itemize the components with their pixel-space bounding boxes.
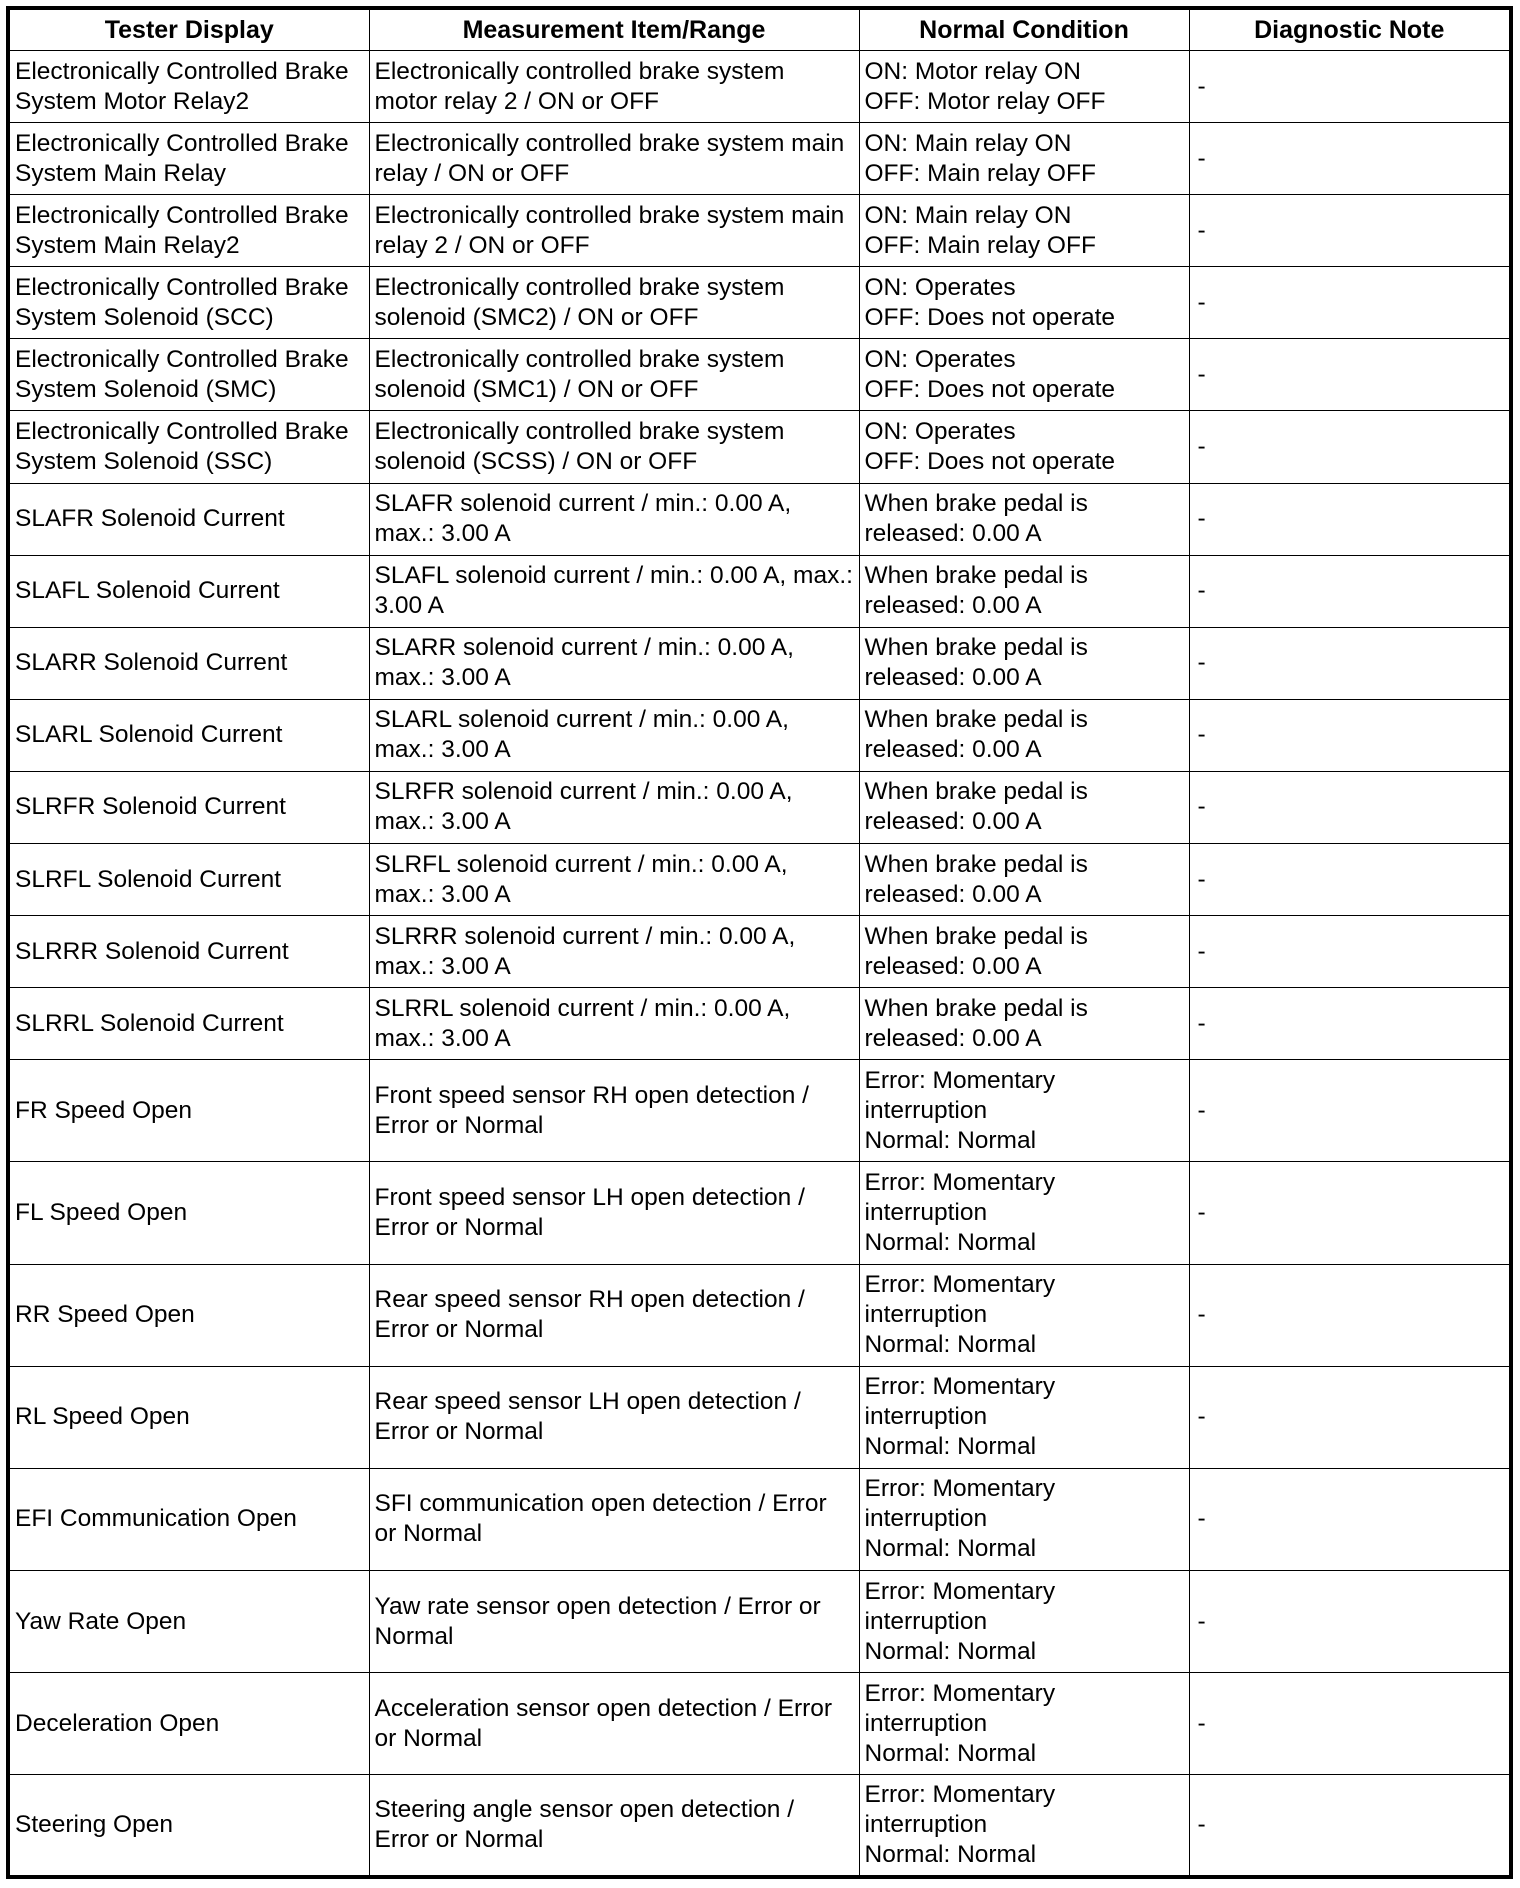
- normal-condition-cell: [859, 1366, 1189, 1468]
- normal-condition-line: Error: Momentary interruption: [864, 1577, 1056, 1635]
- measurement-cell: SLRFL solenoid current / min.: 0.00 A, max.: 3.00 A: [369, 844, 859, 916]
- table-row: [8, 988, 1511, 1060]
- diagnostic-note-cell: -: [1189, 1264, 1511, 1366]
- display-cell: RL Speed Open: [8, 1366, 369, 1468]
- normal-condition-line: When brake pedal is released: 0.00 A: [864, 490, 1088, 548]
- normal-condition-line: Error: Momentary interruption: [864, 1475, 1056, 1533]
- table-row: [8, 699, 1511, 771]
- normal-condition-cell: [859, 51, 1189, 123]
- normal-condition-line: Normal: Normal: [864, 1331, 1037, 1359]
- table-row: [8, 483, 1511, 555]
- display-cell: Electronically Controlled Brake System Solenoid (SCC): [8, 267, 369, 339]
- display-cell: Yaw Rate Open: [8, 1570, 369, 1672]
- table-row: [8, 411, 1511, 483]
- display-cell: SLAFR Solenoid Current: [8, 483, 369, 555]
- table-row: [8, 916, 1511, 988]
- display-cell: Electronically Controlled Brake System Solenoid (SSC): [8, 411, 369, 483]
- table-row: [8, 627, 1511, 699]
- normal-condition-cell: [859, 916, 1189, 988]
- measurement-cell: Electronically controlled brake system main relay / ON or OFF: [369, 123, 859, 195]
- diagnostic-note-cell: -: [1189, 771, 1511, 843]
- measurement-cell: Electronically controlled brake system motor relay 2 / ON or OFF: [369, 51, 859, 123]
- normal-condition-cell: [859, 699, 1189, 771]
- table-row: [8, 123, 1511, 195]
- normal-condition-cell: [859, 1775, 1189, 1877]
- display-cell: EFI Communication Open: [8, 1468, 369, 1570]
- normal-condition-cell: [859, 1468, 1189, 1570]
- normal-condition-line: OFF: Main relay OFF: [864, 159, 1096, 187]
- measurement-cell: SLRRL solenoid current / min.: 0.00 A, max.: 3.00 A: [369, 988, 859, 1060]
- normal-condition-line: OFF: Does not operate: [864, 448, 1116, 476]
- diagnostic-note-cell: -: [1189, 267, 1511, 339]
- normal-condition-cell: [859, 267, 1189, 339]
- diagnostic-note-cell: -: [1189, 339, 1511, 411]
- normal-condition-line: Normal: Normal: [864, 1739, 1037, 1767]
- normal-condition-line: When brake pedal is released: 0.00 A: [864, 850, 1088, 908]
- diagnostic-note-cell: -: [1189, 699, 1511, 771]
- column-header-tester-display: Tester Display: [8, 8, 369, 51]
- measurement-cell: Yaw rate sensor open detection / Error or Normal: [369, 1570, 859, 1672]
- header-row: [8, 8, 1511, 51]
- normal-condition-line: Error: Momentary interruption: [864, 1271, 1056, 1329]
- table-row: [8, 195, 1511, 267]
- diagnostic-note-cell: -: [1189, 1060, 1511, 1162]
- table-row: [8, 267, 1511, 339]
- table-row: [8, 1468, 1511, 1570]
- display-cell: Deceleration Open: [8, 1673, 369, 1775]
- display-cell: SLAFL Solenoid Current: [8, 555, 369, 627]
- measurement-cell: Front speed sensor RH open detection / Error or Normal: [369, 1060, 859, 1162]
- normal-condition-cell: [859, 195, 1189, 267]
- normal-condition-line: ON: Operates: [864, 345, 1016, 373]
- diagnostic-note-cell: -: [1189, 1366, 1511, 1468]
- normal-condition-line: OFF: Motor relay OFF: [864, 87, 1106, 115]
- normal-condition-line: Normal: Normal: [864, 1637, 1037, 1665]
- data-list-table: [6, 6, 1513, 1879]
- display-cell: Electronically Controlled Brake System Motor Relay2: [8, 51, 369, 123]
- normal-condition-line: Error: Momentary interruption: [864, 1781, 1056, 1839]
- table-row: [8, 1366, 1511, 1468]
- column-header-diagnostic-note: Diagnostic Note: [1189, 8, 1511, 51]
- measurement-cell: Acceleration sensor open detection / Error or Normal: [369, 1673, 859, 1775]
- diagnostic-note-cell: -: [1189, 51, 1511, 123]
- normal-condition-line: When brake pedal is released: 0.00 A: [864, 562, 1088, 620]
- normal-condition-line: Normal: Normal: [864, 1433, 1037, 1461]
- measurement-cell: SLRFR solenoid current / min.: 0.00 A, max.: 3.00 A: [369, 771, 859, 843]
- diagnostic-note-cell: -: [1189, 483, 1511, 555]
- diagnostic-note-cell: -: [1189, 555, 1511, 627]
- normal-condition-cell: [859, 483, 1189, 555]
- diagnostic-note-cell: -: [1189, 1162, 1511, 1264]
- table-row: [8, 1162, 1511, 1264]
- measurement-cell: Electronically controlled brake system solenoid (SMC1) / ON or OFF: [369, 339, 859, 411]
- normal-condition-line: Normal: Normal: [864, 1535, 1037, 1563]
- normal-condition-cell: [859, 1162, 1189, 1264]
- table-row: [8, 339, 1511, 411]
- display-cell: SLRFL Solenoid Current: [8, 844, 369, 916]
- table-row: [8, 555, 1511, 627]
- measurement-cell: Rear speed sensor RH open detection / Error or Normal: [369, 1264, 859, 1366]
- normal-condition-cell: [859, 123, 1189, 195]
- normal-condition-line: Error: Momentary interruption: [864, 1169, 1056, 1226]
- display-cell: FL Speed Open: [8, 1162, 369, 1264]
- display-cell: RR Speed Open: [8, 1264, 369, 1366]
- measurement-cell: Electronically controlled brake system main relay 2 / ON or OFF: [369, 195, 859, 267]
- normal-condition-cell: [859, 844, 1189, 916]
- normal-condition-cell: [859, 1264, 1189, 1366]
- diagnostic-note-cell: -: [1189, 195, 1511, 267]
- measurement-cell: SLARL solenoid current / min.: 0.00 A, max.: 3.00 A: [369, 699, 859, 771]
- normal-condition-line: When brake pedal is released: 0.00 A: [864, 634, 1088, 692]
- normal-condition-cell: [859, 988, 1189, 1060]
- display-cell: SLARR Solenoid Current: [8, 627, 369, 699]
- normal-condition-line: When brake pedal is released: 0.00 A: [864, 994, 1088, 1052]
- measurement-cell: SLAFR solenoid current / min.: 0.00 A, max.: 3.00 A: [369, 483, 859, 555]
- normal-condition-cell: [859, 555, 1189, 627]
- display-cell: SLRRL Solenoid Current: [8, 988, 369, 1060]
- display-cell: Steering Open: [8, 1775, 369, 1877]
- normal-condition-line: Normal: Normal: [864, 1229, 1037, 1256]
- normal-condition-line: Normal: Normal: [864, 1126, 1037, 1154]
- normal-condition-cell: [859, 1060, 1189, 1162]
- column-header-normal-condition: Normal Condition: [859, 8, 1189, 51]
- diagnostic-note-cell: -: [1189, 1570, 1511, 1672]
- normal-condition-line: When brake pedal is released: 0.00 A: [864, 706, 1088, 764]
- normal-condition-cell: [859, 771, 1189, 843]
- measurement-cell: Rear speed sensor LH open detection / Error or Normal: [369, 1366, 859, 1468]
- normal-condition-cell: [859, 339, 1189, 411]
- diagnostic-note-cell: -: [1189, 916, 1511, 988]
- measurement-cell: SFI communication open detection / Error or Normal: [369, 1468, 859, 1570]
- display-cell: Electronically Controlled Brake System Main Relay2: [8, 195, 369, 267]
- normal-condition-cell: [859, 1673, 1189, 1775]
- display-cell: SLARL Solenoid Current: [8, 699, 369, 771]
- display-cell: SLRFR Solenoid Current: [8, 771, 369, 843]
- normal-condition-line: OFF: Does not operate: [864, 375, 1116, 403]
- column-header-measurement: Measurement Item/Range: [369, 8, 859, 51]
- normal-condition-line: When brake pedal is released: 0.00 A: [864, 922, 1088, 980]
- measurement-cell: SLARR solenoid current / min.: 0.00 A, max.: 3.00 A: [369, 627, 859, 699]
- diagnostic-note-cell: -: [1189, 1673, 1511, 1775]
- measurement-cell: Electronically controlled brake system solenoid (SMC2) / ON or OFF: [369, 267, 859, 339]
- measurement-cell: Front speed sensor LH open detection / Error or Normal: [369, 1162, 859, 1264]
- normal-condition-line: Error: Momentary interruption: [864, 1679, 1056, 1737]
- normal-condition-line: Error: Momentary interruption: [864, 1373, 1056, 1431]
- normal-condition-cell: [859, 411, 1189, 483]
- normal-condition-line: Error: Momentary interruption: [864, 1066, 1056, 1124]
- measurement-cell: SLAFL solenoid current / min.: 0.00 A, max.: 3.00 A: [369, 555, 859, 627]
- normal-condition-line: ON: Motor relay ON: [864, 57, 1081, 85]
- measurement-cell: SLRRR solenoid current / min.: 0.00 A, max.: 3.00 A: [369, 916, 859, 988]
- measurement-cell: Electronically controlled brake system solenoid (SCSS) / ON or OFF: [369, 411, 859, 483]
- normal-condition-line: OFF: Does not operate: [864, 303, 1116, 331]
- table-row: [8, 1673, 1511, 1775]
- normal-condition-line: ON: Main relay ON: [864, 129, 1072, 157]
- normal-condition-line: OFF: Main relay OFF: [864, 231, 1096, 259]
- table-row: [8, 1060, 1511, 1162]
- normal-condition-line: ON: Main relay ON: [864, 201, 1072, 229]
- table-row: [8, 771, 1511, 843]
- diagnostic-note-cell: -: [1189, 1468, 1511, 1570]
- normal-condition-line: When brake pedal is released: 0.00 A: [864, 778, 1088, 836]
- display-cell: Electronically Controlled Brake System Solenoid (SMC): [8, 339, 369, 411]
- display-cell: Electronically Controlled Brake System Main Relay: [8, 123, 369, 195]
- display-cell: FR Speed Open: [8, 1060, 369, 1162]
- normal-condition-line: ON: Operates: [864, 273, 1016, 301]
- diagnostic-note-cell: -: [1189, 411, 1511, 483]
- normal-condition-line: ON: Operates: [864, 418, 1016, 446]
- table-row: [8, 51, 1511, 123]
- table-row: [8, 1570, 1511, 1672]
- normal-condition-line: Normal: Normal: [864, 1841, 1037, 1869]
- normal-condition-cell: [859, 627, 1189, 699]
- table-row: [8, 844, 1511, 916]
- diagnostic-note-cell: -: [1189, 988, 1511, 1060]
- display-cell: SLRRR Solenoid Current: [8, 916, 369, 988]
- diagnostic-note-cell: -: [1189, 844, 1511, 916]
- diagnostic-note-cell: -: [1189, 1775, 1511, 1877]
- normal-condition-cell: [859, 1570, 1189, 1672]
- table-row: [8, 1775, 1511, 1877]
- diagnostic-note-cell: -: [1189, 123, 1511, 195]
- measurement-cell: Steering angle sensor open detection / Error or Normal: [369, 1775, 859, 1877]
- table-row: [8, 1264, 1511, 1366]
- diagnostic-note-cell: -: [1189, 627, 1511, 699]
